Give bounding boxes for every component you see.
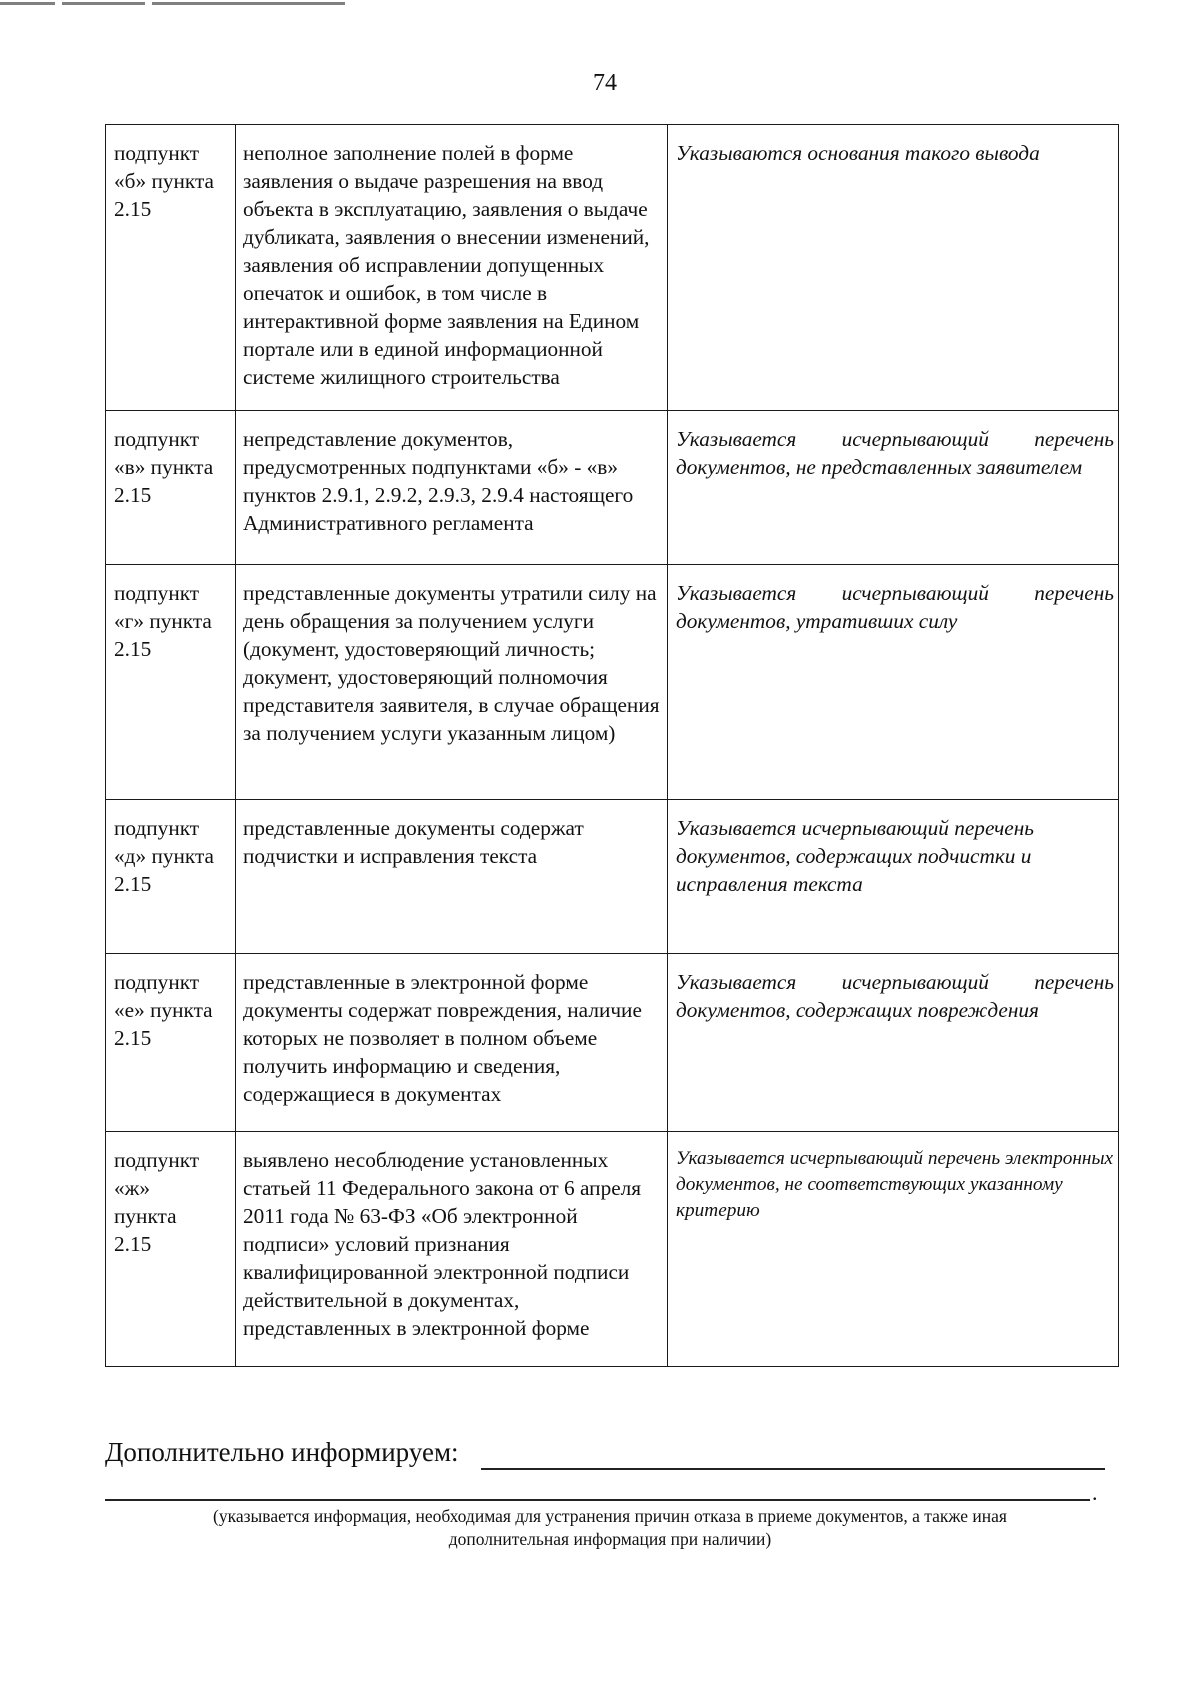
refusal-reason-cell: непредставление документов, предусмотренных подпунктами «б» - «в» пунктов 2.9.1, 2.9.2, 2.9.3, 2.9.4 настоящего Административного регламента bbox=[236, 411, 668, 565]
additional-info-block bbox=[105, 1437, 1105, 1477]
table-row bbox=[106, 565, 1119, 800]
refusal-reason-cell: представленные в электронной форме документы содержат повреждения, наличие которых не позволяет в полном объеме получить информацию и сведения, содержащиеся в документах bbox=[236, 954, 668, 1132]
clause-ref-line: подпункт bbox=[114, 1148, 200, 1172]
clause-ref-line: подпункт bbox=[114, 141, 200, 165]
explanation-cell: Указывается исчерпывающий перечень документов, содержащих подчистки и исправления текста bbox=[668, 800, 1119, 954]
additional-info-caption bbox=[105, 1505, 1115, 1551]
additional-info-label: Дополнительно информируем: bbox=[105, 1437, 459, 1467]
trailing-period: . bbox=[1092, 1480, 1098, 1505]
clause-ref-line: «в» пункта bbox=[114, 455, 214, 479]
explanation-cell: Указываются основания такого вывода bbox=[668, 125, 1119, 411]
table-row bbox=[106, 1132, 1119, 1367]
page-number: 74 bbox=[593, 70, 617, 96]
clause-ref-line: 2.15 bbox=[114, 872, 152, 896]
table-row bbox=[106, 954, 1119, 1132]
table-row bbox=[106, 800, 1119, 954]
refusal-reason-cell: представленные документы содержат подчистки и исправления текста bbox=[236, 800, 668, 954]
clause-ref-line: подпункт bbox=[114, 427, 200, 451]
clause-ref-line: 2.15 bbox=[114, 1232, 152, 1256]
table-row bbox=[106, 125, 1119, 411]
additional-info-fill-line-2 bbox=[105, 1499, 1090, 1501]
refusal-reason-cell: неполное заполнение полей в форме заявления о выдаче разрешения на ввод объекта в эксплуатацию, заявления о выдаче дубликата, заявления о внесении изменений, заявления об исправлении допущенных опечаток и ошибок, в том числе в интерактивной форме заявления на Едином портале или в единой информационной системе жилищного строительства bbox=[236, 125, 668, 411]
refusal-reason-cell: выявлено несоблюдение установленных статьей 11 Федерального закона от 6 апреля 2011 года № 63-ФЗ «Об электронной подписи» условий признания квалифицированной электронной подписи действительной в документах, представленных в электронной форме bbox=[236, 1132, 668, 1367]
clause-ref-cell bbox=[106, 565, 236, 800]
clause-ref-cell bbox=[106, 125, 236, 411]
explanation-cell: Указывается исчерпывающий перечень документов, не представленных заявителем bbox=[668, 411, 1119, 565]
caption-line: (указывается информация, необходимая для устранения причин отказа в приеме документов, а также иная bbox=[213, 1506, 1007, 1526]
explanation-cell: Указывается исчерпывающий перечень документов, содержащих повреждения bbox=[668, 954, 1119, 1132]
table-row bbox=[106, 411, 1119, 565]
additional-info-fill-line bbox=[481, 1468, 1105, 1470]
scan-artifact-line bbox=[0, 2, 345, 5]
clause-ref-line: «ж» bbox=[114, 1176, 151, 1200]
explanation-cell: Указывается исчерпывающий перечень документов, утративших силу bbox=[668, 565, 1119, 800]
clause-ref-line: «д» пункта bbox=[114, 844, 214, 868]
clause-ref-line: подпункт bbox=[114, 581, 200, 605]
clause-ref-line: «г» пункта bbox=[114, 609, 212, 633]
clause-ref-line: 2.15 bbox=[114, 1026, 152, 1050]
clause-ref-line: 2.15 bbox=[114, 197, 152, 221]
refusal-reason-cell: представленные документы утратили силу на день обращения за получением услуги (документ, удостоверяющий личность; документ, удостоверяющий полномочия представителя заявителя, в случае обращения за получением услуги указанным лицом) bbox=[236, 565, 668, 800]
refusal-grounds-table bbox=[105, 124, 1119, 1367]
clause-ref-line: 2.15 bbox=[114, 483, 152, 507]
clause-ref-cell bbox=[106, 411, 236, 565]
clause-ref-cell bbox=[106, 954, 236, 1132]
clause-ref-cell bbox=[106, 1132, 236, 1367]
clause-ref-line: пункта bbox=[114, 1204, 177, 1228]
clause-ref-cell bbox=[106, 800, 236, 954]
clause-ref-line: подпункт bbox=[114, 970, 200, 994]
caption-line: дополнительная информация при наличии) bbox=[448, 1529, 772, 1549]
clause-ref-line: 2.15 bbox=[114, 637, 152, 661]
explanation-cell: Указывается исчерпывающий перечень электронных документов, не соответствующих указанному критерию bbox=[668, 1132, 1119, 1367]
clause-ref-line: подпункт bbox=[114, 816, 200, 840]
clause-ref-line: «е» пункта bbox=[114, 998, 213, 1022]
clause-ref-line: «б» пункта bbox=[114, 169, 214, 193]
